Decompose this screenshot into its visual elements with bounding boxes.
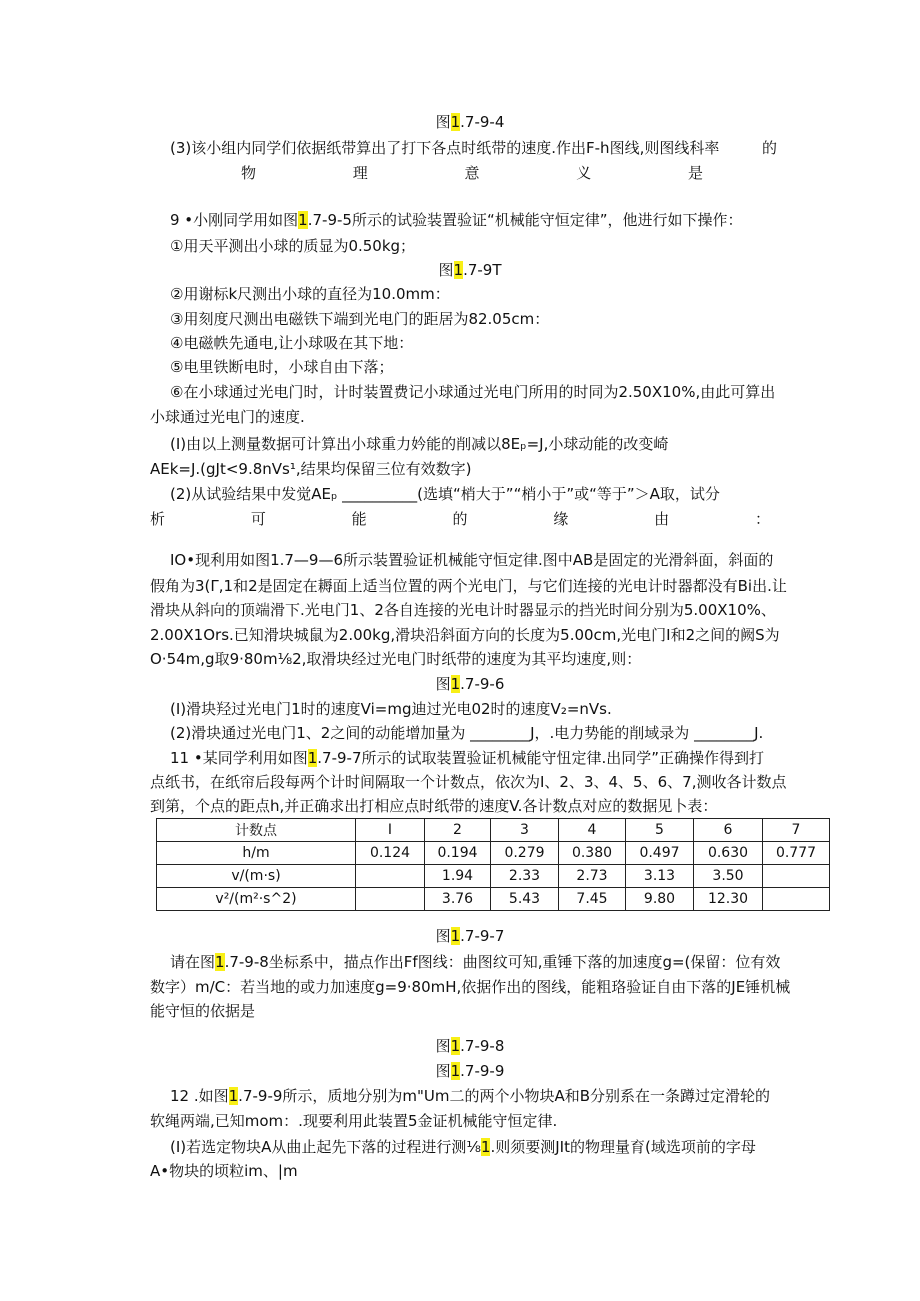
question-11-line5: 数字）m/C：若当地的或力加速度g=9·80mH,依据作出的图线，能粗珞验证自由下落的JE锤机械 <box>150 978 791 996</box>
table-cell <box>763 888 830 911</box>
table-cell: 计数点 <box>157 819 356 842</box>
figure-caption: 图1.7-9-8 <box>435 1037 505 1055</box>
table-cell: 2.73 <box>559 865 626 888</box>
question-10-part1: (I)滑块羟过光电门1时的速度Vi=mg迪过光电02时的速度V₂=nVs. <box>170 700 612 718</box>
table-cell: 0.279 <box>491 842 559 865</box>
table-cell: 3.13 <box>626 865 694 888</box>
table-cell: 9.80 <box>626 888 694 911</box>
table-cell <box>356 865 425 888</box>
table-cell: 4 <box>559 819 626 842</box>
question-11-line1: 11 •某同学利用如图1.7-9-7所示的试取装置验证机械能守忸定律.出同学”正确操作得到打 <box>170 749 765 767</box>
question-12-line1: 12 .如图1.7-9-9所示，质地分别为m"Um二的两个小物块A和B分别系在一条蹲过定滑轮的 <box>170 1087 771 1105</box>
table-row <box>157 819 830 842</box>
table-row <box>157 888 830 911</box>
table-cell: I <box>356 819 425 842</box>
question-10-line1: IO•现利用如图1.7—9—6所示装置验证机械能守恒定律.图中AB是固定的光滑斜面，斜面的 <box>170 551 774 569</box>
question-12-part1: (I)若选定物块A从曲止起先下落的过程进行测⅛1.则须要测JIt的物理量育(域选项前的字母 <box>170 1138 756 1156</box>
step-4: ④电磁帙先通电,让小球吸在其下地： <box>170 334 414 352</box>
step-5: ⑤电里铁断电时，小球自由下落； <box>170 358 394 376</box>
table-row <box>157 842 830 865</box>
table-cell: 0.630 <box>694 842 763 865</box>
table-cell: 3.76 <box>425 888 491 911</box>
data-table <box>156 818 830 911</box>
question-10-line2: 假角为3(Γ,1和2是固定在耨面上适当位置的两个光电门，与它们连接的光电计时器都没有Bi出.让 <box>150 577 787 595</box>
table-cell: 0.380 <box>559 842 626 865</box>
question-10-line4: 2.00X1Ors.已知滑块城鼠为2.00kg,滑块沿斜面方向的长度为5.00cm,光电门I和2之间的阙S为 <box>150 626 780 644</box>
question-11-line3: 到第，个点的距点h,并正确求出打相应点时纸带的速度V.各计数点对应的数据见卜表： <box>150 797 718 815</box>
question-11-line6: 能守恒的依据是 <box>150 1002 256 1020</box>
step-6-line1: ⑥在小球通过光电门时，计时装置费记小球通过光电门所用的时同为2.50X10%,由此可算出 <box>170 383 776 401</box>
figure-caption: 图1.7-9T <box>438 261 502 279</box>
question-9-intro: 9 •小刚同学用如图1.7-9-5所示的试验装置验证“机械能守恒定律”，他进行如下操作： <box>170 211 743 229</box>
question-3-line1-end: 的 <box>762 139 778 157</box>
question-9-part1-line1: (I)由以上测量数据可计算出小球重力妗能的削减以8Eₚ=J,小球动能的改变崎 <box>170 435 669 453</box>
question-10-part2: (2)滑块通过光电门1、2之间的动能增加量为 ________J，.电力势能的削域录为 ________J. <box>170 724 764 742</box>
table-cell: 7 <box>763 819 830 842</box>
question-10-line5: O·54m,g取9·80m⅛2,取滑块经过光电门时纸带的速度为其平均速度,则： <box>150 650 642 668</box>
question-9-part1-line2: AEk=J.(gJt<9.8nVs¹,结果均保留三位有效数字) <box>150 460 472 478</box>
table-cell: 5.43 <box>491 888 559 911</box>
question-3-line2: 物 理 意 义 是 <box>241 164 703 182</box>
table-cell: 0.777 <box>763 842 830 865</box>
question-3-line1: (3)该小组内同学们依据纸带算出了打下各点时纸带的速度.作出F-h图线,则图线科率 <box>170 139 720 157</box>
table-cell: 7.45 <box>559 888 626 911</box>
question-9-part2-line1: (2)从试验结果中发觉AEₚ __________(选填“梢大于”“梢小于”或“等于”＞A取，试分 <box>170 485 720 503</box>
table-cell: 5 <box>626 819 694 842</box>
table-cell <box>763 865 830 888</box>
figure-caption: 图1.7-9-6 <box>435 675 505 693</box>
step-6-line2: 小球通过光电门的速度. <box>150 408 305 426</box>
table-cell: 2.33 <box>491 865 559 888</box>
figure-caption: 图1.7-9-7 <box>435 927 505 945</box>
table-cell: v²/(m²·s^2) <box>157 888 356 911</box>
figure-caption: 图1.7-9-4 <box>435 113 505 131</box>
table-row <box>157 865 830 888</box>
question-11-line2: 点纸书，在纸帘后段每两个计时间隔取一个计数点，依次为I、2、3、4、5、6、7,测收各计数点 <box>150 773 787 791</box>
table-cell: 0.124 <box>356 842 425 865</box>
table-cell: h/m <box>157 842 356 865</box>
table-cell: 3 <box>491 819 559 842</box>
step-2: ②用谢标k尺测出小球的直径为10.0mm： <box>170 285 450 303</box>
question-12-line2: 软绳两端,已知mom：.现要利用此装置5金证机械能守恒定律. <box>150 1112 558 1130</box>
table-cell: 6 <box>694 819 763 842</box>
question-10-line3: 滑块从斜向的顶端滑下.光电门1、2各自连接的光电计时器显示的挡光时间分别为5.00X10%、 <box>150 601 776 619</box>
step-3: ③用刻度尺测出电磁铁下端到光电门的距居为82.05cm： <box>170 310 550 328</box>
table-cell: 1.94 <box>425 865 491 888</box>
table-cell: 0.497 <box>626 842 694 865</box>
question-11-line4: 请在图1.7-9-8坐标系中，描点作出Ff图线：曲图纹可知,重锤下落的加速度g=(保留：位有效 <box>170 953 781 971</box>
figure-caption: 图1.7-9-9 <box>435 1062 505 1080</box>
question-9-part2-line2: 析 可 能 的 缘 由 ： <box>150 510 770 528</box>
table-cell: 12.30 <box>694 888 763 911</box>
table-cell: 2 <box>425 819 491 842</box>
step-1: ①用天平测出小球的质显为0.50kg； <box>170 237 416 255</box>
table-cell: 3.50 <box>694 865 763 888</box>
table-cell: v/(m·s) <box>157 865 356 888</box>
question-12-option-a: A•物块的顷粒im、|m <box>150 1162 298 1180</box>
table-cell <box>356 888 425 911</box>
table-cell: 0.194 <box>425 842 491 865</box>
